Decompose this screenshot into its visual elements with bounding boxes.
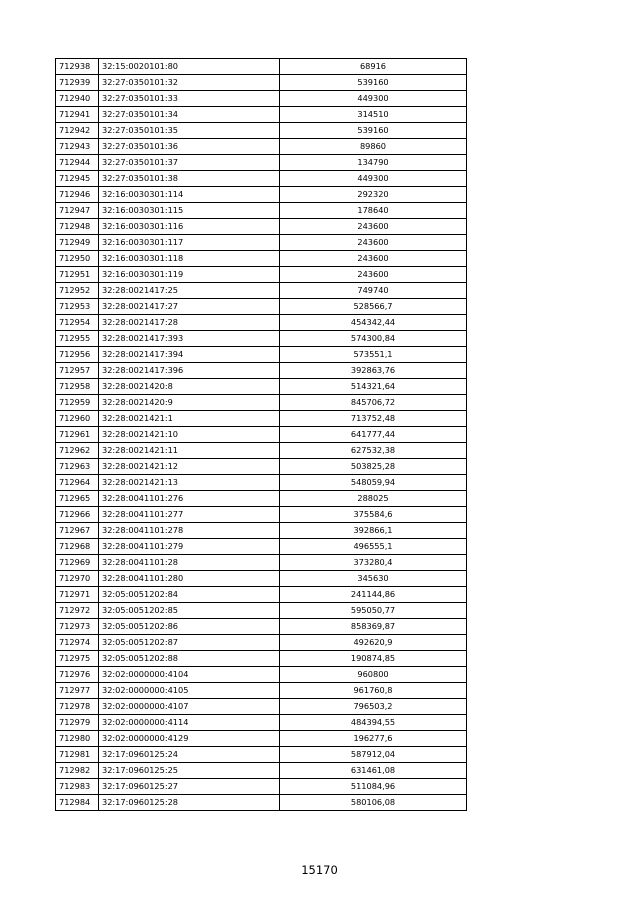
value-cell: 713752,48	[280, 411, 467, 427]
cadastral-number-cell: 32:28:0041101:278	[99, 523, 280, 539]
value-cell: 449300	[280, 171, 467, 187]
cadastral-number-cell: 32:05:0051202:84	[99, 587, 280, 603]
table-row	[56, 651, 467, 667]
value-cell: 858369,87	[280, 619, 467, 635]
cadastral-number-cell: 32:28:0021421:10	[99, 427, 280, 443]
cadastral-number-cell: 32:17:0960125:28	[99, 795, 280, 811]
cadastral-number-cell: 32:28:0021421:12	[99, 459, 280, 475]
row-number-cell: 712967	[56, 523, 99, 539]
row-number-cell: 712940	[56, 91, 99, 107]
table-row	[56, 539, 467, 555]
row-number-cell: 712941	[56, 107, 99, 123]
table-row	[56, 763, 467, 779]
table-row	[56, 699, 467, 715]
value-cell: 574300,84	[280, 331, 467, 347]
value-cell: 528566,7	[280, 299, 467, 315]
value-cell: 134790	[280, 155, 467, 171]
cadastral-number-cell: 32:28:0041101:28	[99, 555, 280, 571]
table-row	[56, 667, 467, 683]
value-cell: 548059,94	[280, 475, 467, 491]
row-number-cell: 712962	[56, 443, 99, 459]
cadastral-number-cell: 32:28:0021417:28	[99, 315, 280, 331]
row-number-cell: 712943	[56, 139, 99, 155]
table-row	[56, 107, 467, 123]
row-number-cell: 712961	[56, 427, 99, 443]
table-row	[56, 155, 467, 171]
value-cell: 796503,2	[280, 699, 467, 715]
row-number-cell: 712973	[56, 619, 99, 635]
cadastral-number-cell: 32:28:0041101:280	[99, 571, 280, 587]
cadastral-number-cell: 32:27:0350101:33	[99, 91, 280, 107]
value-cell: 631461,08	[280, 763, 467, 779]
cadastral-number-cell: 32:27:0350101:32	[99, 75, 280, 91]
value-cell: 373280,4	[280, 555, 467, 571]
value-cell: 514321,64	[280, 379, 467, 395]
row-number-cell: 712963	[56, 459, 99, 475]
value-cell: 243600	[280, 267, 467, 283]
row-number-cell: 712947	[56, 203, 99, 219]
table-row	[56, 523, 467, 539]
table-row	[56, 459, 467, 475]
row-number-cell: 712984	[56, 795, 99, 811]
row-number-cell: 712948	[56, 219, 99, 235]
cadastral-number-cell: 32:16:0030301:116	[99, 219, 280, 235]
value-cell: 511084,96	[280, 779, 467, 795]
cadastral-number-cell: 32:27:0350101:34	[99, 107, 280, 123]
value-cell: 241144,86	[280, 587, 467, 603]
cadastral-number-cell: 32:28:0041101:277	[99, 507, 280, 523]
row-number-cell: 712968	[56, 539, 99, 555]
cadastral-number-cell: 32:16:0030301:117	[99, 235, 280, 251]
table-row	[56, 427, 467, 443]
cadastral-number-cell: 32:28:0021417:393	[99, 331, 280, 347]
table-row	[56, 75, 467, 91]
table-row	[56, 683, 467, 699]
table-row	[56, 587, 467, 603]
table-row	[56, 187, 467, 203]
cadastral-number-cell: 32:15:0020101:80	[99, 59, 280, 75]
table-row	[56, 139, 467, 155]
table-row	[56, 219, 467, 235]
row-number-cell: 712979	[56, 715, 99, 731]
cadastral-number-cell: 32:28:0021421:11	[99, 443, 280, 459]
cadastral-number-cell: 32:28:0021420:9	[99, 395, 280, 411]
row-number-cell: 712980	[56, 731, 99, 747]
value-cell: 449300	[280, 91, 467, 107]
row-number-cell: 712955	[56, 331, 99, 347]
cadastral-number-cell: 32:02:0000000:4129	[99, 731, 280, 747]
value-cell: 503825,28	[280, 459, 467, 475]
value-cell: 375584,6	[280, 507, 467, 523]
page-number: 15170	[301, 863, 338, 877]
row-number-cell: 712942	[56, 123, 99, 139]
table-row	[56, 59, 467, 75]
cadastral-number-cell: 32:27:0350101:37	[99, 155, 280, 171]
table-body	[56, 59, 467, 811]
table-row	[56, 203, 467, 219]
row-number-cell: 712951	[56, 267, 99, 283]
value-cell: 243600	[280, 219, 467, 235]
value-cell: 178640	[280, 203, 467, 219]
row-number-cell: 712982	[56, 763, 99, 779]
cadastral-number-cell: 32:16:0030301:119	[99, 267, 280, 283]
value-cell: 595050,77	[280, 603, 467, 619]
value-cell: 627532,38	[280, 443, 467, 459]
value-cell: 292320	[280, 187, 467, 203]
value-cell: 345630	[280, 571, 467, 587]
cadastral-number-cell: 32:28:0021417:396	[99, 363, 280, 379]
row-number-cell: 712958	[56, 379, 99, 395]
value-cell: 190874,85	[280, 651, 467, 667]
table-row	[56, 747, 467, 763]
row-number-cell: 712952	[56, 283, 99, 299]
table-row	[56, 555, 467, 571]
row-number-cell: 712956	[56, 347, 99, 363]
table-row	[56, 475, 467, 491]
row-number-cell: 712977	[56, 683, 99, 699]
value-cell: 484394,55	[280, 715, 467, 731]
row-number-cell: 712966	[56, 507, 99, 523]
row-number-cell: 712969	[56, 555, 99, 571]
row-number-cell: 712957	[56, 363, 99, 379]
cadastral-number-cell: 32:28:0041101:276	[99, 491, 280, 507]
cadastral-number-cell: 32:27:0350101:38	[99, 171, 280, 187]
cadastral-number-cell: 32:28:0021417:27	[99, 299, 280, 315]
value-cell: 580106,08	[280, 795, 467, 811]
table-row	[56, 123, 467, 139]
cadastral-number-cell: 32:27:0350101:36	[99, 139, 280, 155]
value-cell: 243600	[280, 251, 467, 267]
cadastral-number-cell: 32:05:0051202:85	[99, 603, 280, 619]
cadastral-number-cell: 32:02:0000000:4114	[99, 715, 280, 731]
value-cell: 68916	[280, 59, 467, 75]
value-cell: 539160	[280, 123, 467, 139]
row-number-cell: 712975	[56, 651, 99, 667]
table-row	[56, 395, 467, 411]
row-number-cell: 712945	[56, 171, 99, 187]
table-row	[56, 379, 467, 395]
row-number-cell: 712954	[56, 315, 99, 331]
table-row	[56, 779, 467, 795]
cadastral-number-cell: 32:17:0960125:27	[99, 779, 280, 795]
table-row	[56, 299, 467, 315]
cadastral-number-cell: 32:05:0051202:86	[99, 619, 280, 635]
row-number-cell: 712949	[56, 235, 99, 251]
table-row	[56, 603, 467, 619]
row-number-cell: 712981	[56, 747, 99, 763]
value-cell: 392866,1	[280, 523, 467, 539]
table-row	[56, 795, 467, 811]
row-number-cell: 712960	[56, 411, 99, 427]
table-row	[56, 411, 467, 427]
value-cell: 392863,76	[280, 363, 467, 379]
value-cell: 196277,6	[280, 731, 467, 747]
table-row	[56, 731, 467, 747]
table-row	[56, 635, 467, 651]
row-number-cell: 712964	[56, 475, 99, 491]
cadastral-number-cell: 32:28:0021421:1	[99, 411, 280, 427]
row-number-cell: 712946	[56, 187, 99, 203]
table-row	[56, 315, 467, 331]
row-number-cell: 712971	[56, 587, 99, 603]
value-cell: 89860	[280, 139, 467, 155]
value-cell: 492620,9	[280, 635, 467, 651]
value-cell: 960800	[280, 667, 467, 683]
row-number-cell: 712938	[56, 59, 99, 75]
value-cell: 845706,72	[280, 395, 467, 411]
cadastral-number-cell: 32:28:0021417:25	[99, 283, 280, 299]
cadastral-number-cell: 32:05:0051202:87	[99, 635, 280, 651]
table-row	[56, 491, 467, 507]
table-row	[56, 363, 467, 379]
value-cell: 288025	[280, 491, 467, 507]
cadastral-value-table	[55, 58, 467, 811]
cadastral-number-cell: 32:02:0000000:4105	[99, 683, 280, 699]
cadastral-number-cell: 32:28:0021417:394	[99, 347, 280, 363]
value-cell: 314510	[280, 107, 467, 123]
row-number-cell: 712950	[56, 251, 99, 267]
value-cell: 496555,1	[280, 539, 467, 555]
cadastral-number-cell: 32:28:0021420:8	[99, 379, 280, 395]
table-row	[56, 251, 467, 267]
table-row	[56, 283, 467, 299]
cadastral-number-cell: 32:28:0041101:279	[99, 539, 280, 555]
row-number-cell: 712972	[56, 603, 99, 619]
row-number-cell: 712965	[56, 491, 99, 507]
table-row	[56, 619, 467, 635]
value-cell: 641777,44	[280, 427, 467, 443]
value-cell: 961760,8	[280, 683, 467, 699]
cadastral-number-cell: 32:28:0021421:13	[99, 475, 280, 491]
table-row	[56, 235, 467, 251]
cadastral-number-cell: 32:05:0051202:88	[99, 651, 280, 667]
table-row	[56, 347, 467, 363]
row-number-cell: 712978	[56, 699, 99, 715]
cadastral-number-cell: 32:17:0960125:25	[99, 763, 280, 779]
cadastral-number-cell: 32:16:0030301:115	[99, 203, 280, 219]
cadastral-number-cell: 32:02:0000000:4107	[99, 699, 280, 715]
table-row	[56, 267, 467, 283]
row-number-cell: 712974	[56, 635, 99, 651]
table-row	[56, 331, 467, 347]
table-row	[56, 507, 467, 523]
table-row	[56, 571, 467, 587]
row-number-cell: 712944	[56, 155, 99, 171]
table-row	[56, 91, 467, 107]
table-row	[56, 715, 467, 731]
value-cell: 587912,04	[280, 747, 467, 763]
value-cell: 539160	[280, 75, 467, 91]
table-row	[56, 443, 467, 459]
row-number-cell: 712983	[56, 779, 99, 795]
cadastral-number-cell: 32:02:0000000:4104	[99, 667, 280, 683]
value-cell: 573551,1	[280, 347, 467, 363]
row-number-cell: 712970	[56, 571, 99, 587]
value-cell: 749740	[280, 283, 467, 299]
row-number-cell: 712953	[56, 299, 99, 315]
row-number-cell: 712976	[56, 667, 99, 683]
value-cell: 243600	[280, 235, 467, 251]
row-number-cell: 712959	[56, 395, 99, 411]
cadastral-number-cell: 32:17:0960125:24	[99, 747, 280, 763]
table-row	[56, 171, 467, 187]
cadastral-number-cell: 32:16:0030301:114	[99, 187, 280, 203]
value-cell: 454342,44	[280, 315, 467, 331]
row-number-cell: 712939	[56, 75, 99, 91]
cadastral-number-cell: 32:16:0030301:118	[99, 251, 280, 267]
cadastral-number-cell: 32:27:0350101:35	[99, 123, 280, 139]
